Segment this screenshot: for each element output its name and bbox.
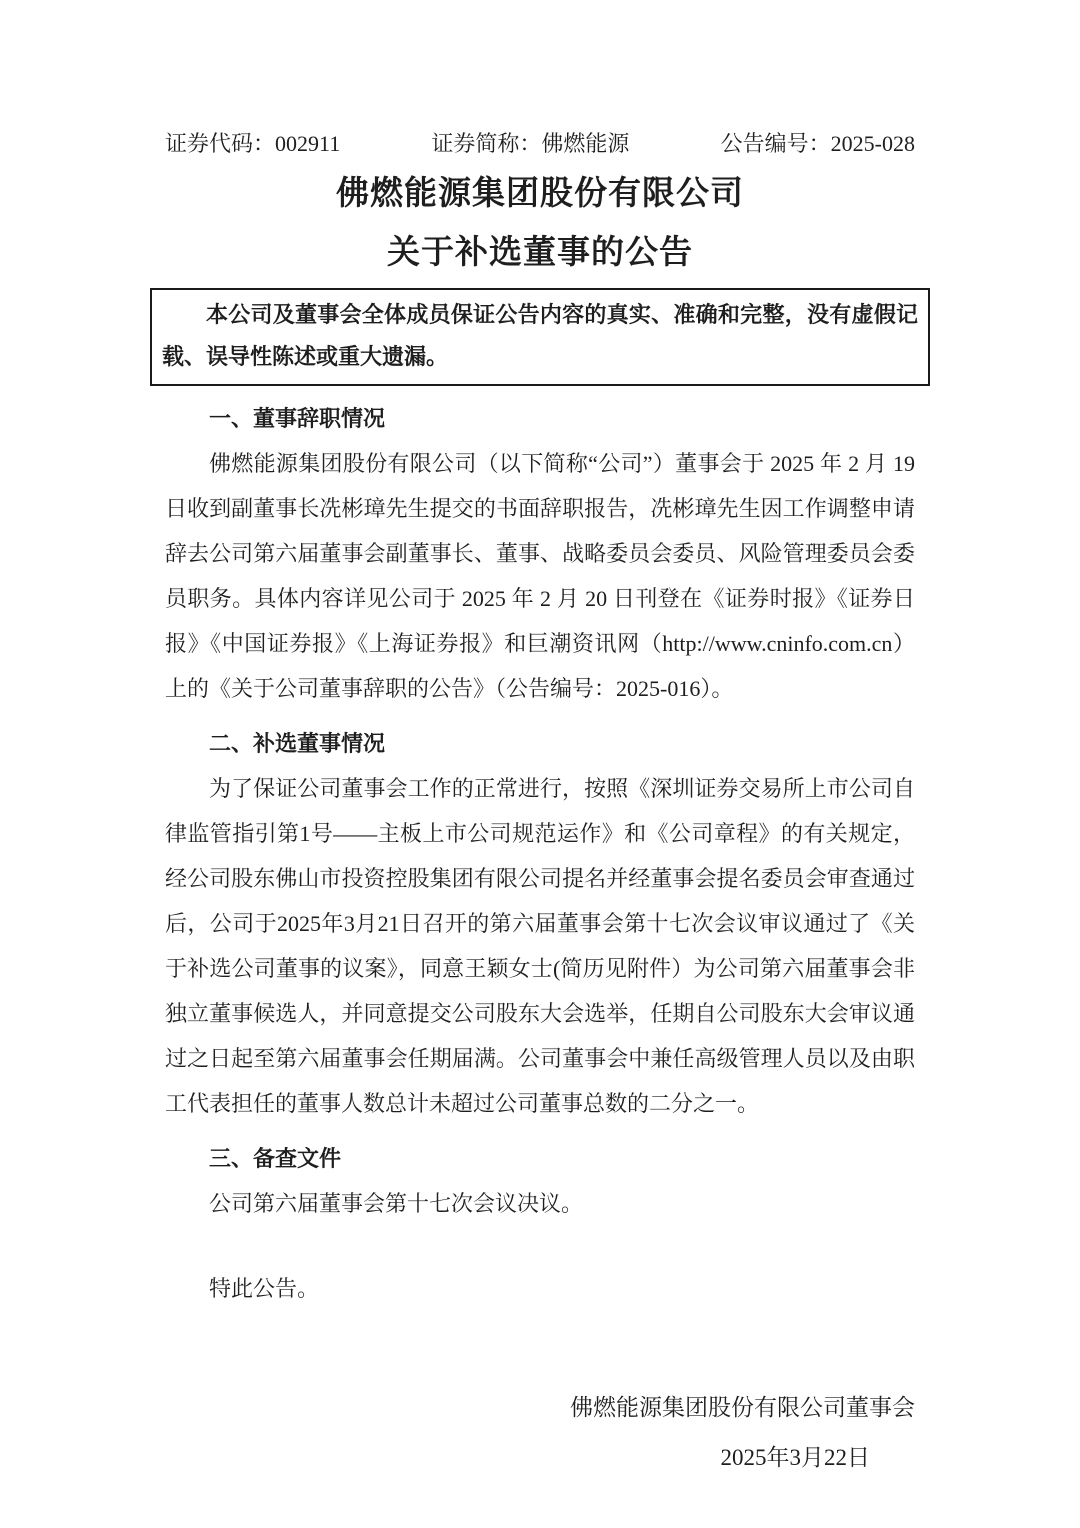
signature-company: 佛燃能源集团股份有限公司董事会 [570, 1395, 915, 1420]
signature-date: 2025年3月22日 [720, 1445, 870, 1470]
document-header-row [165, 130, 915, 158]
closing-statement: 特此公告。 [209, 1276, 320, 1301]
announcement-title: 关于补选董事的公告 [387, 235, 693, 271]
stock-abbr-label: 证券简称： [431, 131, 542, 156]
announcement-number-value: 2025-028 [830, 131, 915, 156]
company-name-title: 佛燃能源集团股份有限公司 [336, 176, 744, 212]
announcement-number-label: 公告编号： [720, 131, 831, 156]
announcement-number [721, 130, 915, 158]
section-3-paragraph: 公司第六届董事会第十七次会议决议。 [209, 1191, 584, 1216]
section-3-heading: 三、备查文件 [209, 1146, 342, 1171]
section-1-paragraph: 佛燃能源集团股份有限公司（以下简称“公司”）董事会于 2025 年 2 月 19 日收到副董事长冼彬璋先生提交的书面辞职报告，冼彬璋先生因工作调整申请辞去公司第六届董事会副董事长、董事、战略委员会委员、风险管理委员会委员职务。具体内容详见公司于 2025 年 2 月 20 日刊登在《证券时报》《证券日报》《中国证券报》《上海证券报》和巨潮资讯网（http://www.cninfo.com.cn）上的《关于公司董事辞职的公告》（公告编号：2025-016）。 [165, 451, 915, 701]
disclaimer-box: 本公司及董事会全体成员保证公告内容的真实、准确和完整，没有虚假记载、误导性陈述或重大遗漏。 [150, 288, 930, 386]
section-2-paragraph: 为了保证公司董事会工作的正常进行，按照《深圳证券交易所上市公司自律监管指引第1号——主板上市公司规范运作》和《公司章程》的有关规定，经公司股东佛山市投资控股集团有限公司提名并经董事会提名委员会审查通过后，公司于2025年3月21日召开的第六届董事会第十七次会议审议通过了《关于补选公司董事的议案》，同意王颖女士(简历见附件）为公司第六届董事会非独立董事候选人，并同意提交公司股东大会选举，任期自公司股东大会审议通过之日起至第六届董事会任期届满。公司董事会中兼任高级管理人员以及由职工代表担任的董事人数总计未超过公司董事总数的二分之一。 [165, 776, 915, 1116]
stock-abbr-value: 佛燃能源 [541, 131, 630, 156]
stock-abbr [431, 130, 629, 158]
signature-block [165, 1383, 915, 1483]
document-content [162, 0, 918, 1483]
section-1-heading: 一、董事辞职情况 [209, 406, 386, 431]
stock-code-value: 002911 [275, 131, 341, 156]
section-2-heading: 二、补选董事情况 [209, 731, 386, 756]
stock-code [165, 130, 340, 158]
stock-code-label: 证券代码： [165, 131, 276, 156]
